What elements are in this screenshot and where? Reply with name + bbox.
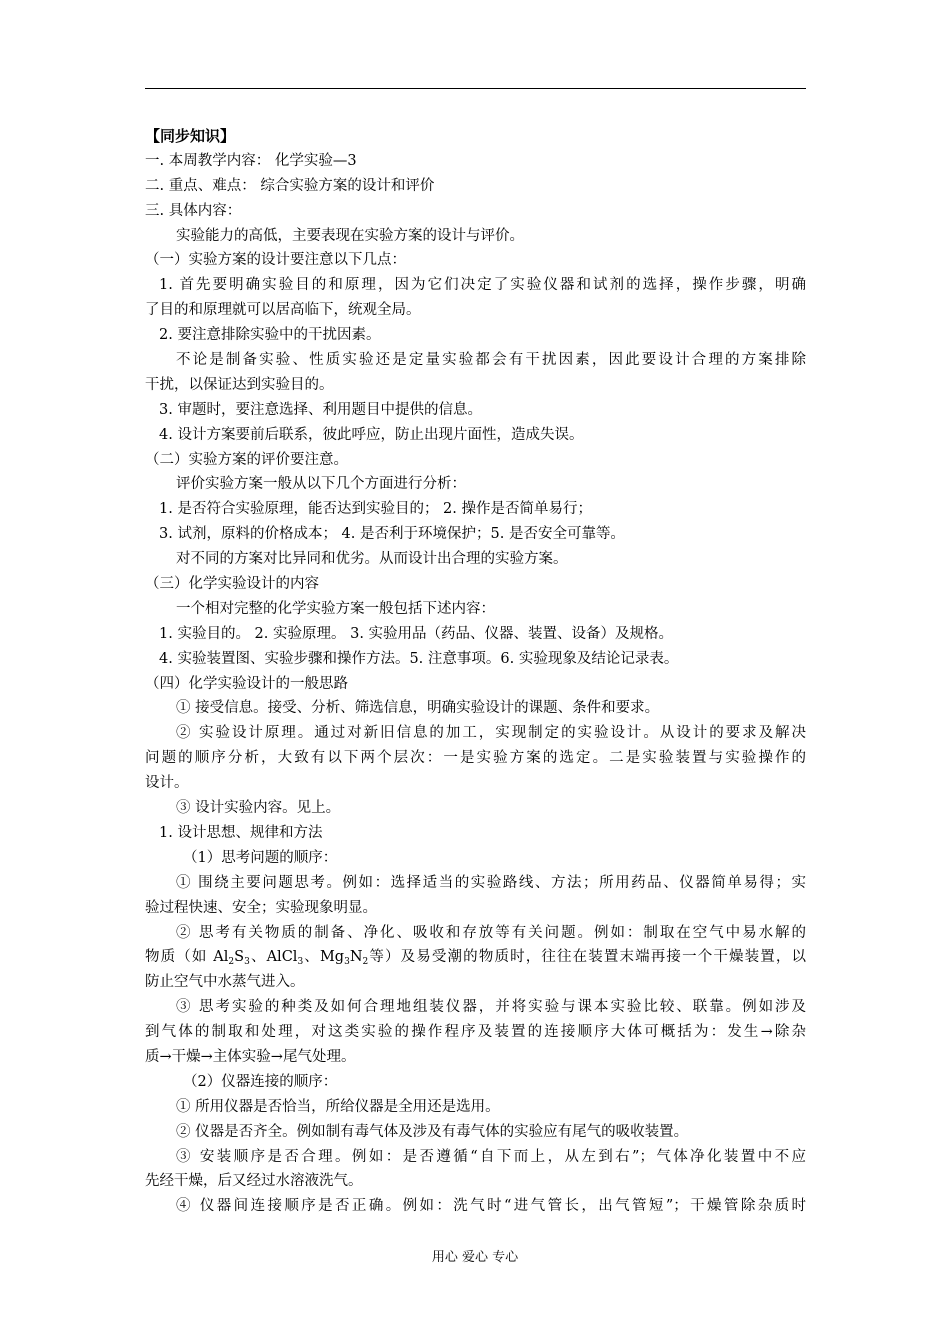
- text-line: 实验能力的高低，主要表现在实验方案的设计与评价。: [176, 227, 524, 244]
- text-line: 物质（如 $Al_2S_3$、AlCl$_3$、$Mg_3N_2$等）及易受潮的物质时，往往在装置末端再接一个干燥装置，以: [145, 949, 807, 968]
- text-line: ② 仪器是否齐全。例如制有毒气体及涉及有毒气体的实验应有尾气的吸收装置。: [176, 1123, 689, 1140]
- text-line: 3. 试剂，原料的价格成本； 4. 是否利于环境保护；5. 是否安全可靠等。: [159, 526, 625, 543]
- text-line: ② 思考有关物质的制备、净化、吸收和存放等有关问题。例如：制取在空气中易水解的: [176, 924, 806, 941]
- text-line: 设计。: [145, 775, 189, 792]
- document-body: [145, 124, 806, 1219]
- text-line: ④ 仪器间连接顺序是否正确。例如：洗气时“进气管长，出气管短”；干燥管除杂质时: [176, 1198, 806, 1215]
- text-line: ① 所用仪器是否恰当，所给仪器是全用还是选用。: [176, 1098, 500, 1115]
- text-line: 4. 实验装置图、实验步骤和操作方法。5. 注意事项。6. 实验现象及结论记录表。: [159, 650, 679, 667]
- text-line: 1. 实验目的。 2. 实验原理。 3. 实验用品（药品、仪器、装置、设备）及规格。: [159, 625, 674, 642]
- text-line: ① 围绕主要问题思考。例如：选择适当的实验路线、方法；所用药品、仪器简单易得；实: [176, 874, 806, 891]
- text-line: 二. 重点、难点： 综合实验方案的设计和评价: [145, 177, 435, 194]
- text-line: ② 实验设计原理。通过对新旧信息的加工，实现制定的实验设计。从设计的要求及解决: [176, 725, 806, 742]
- text-line: （1）思考问题的顺序：: [183, 849, 338, 866]
- text-line: 4. 设计方案要前后联系，彼此呼应，防止出现片面性，造成失误。: [159, 426, 584, 443]
- text-line: （三）化学实验设计的内容: [145, 576, 319, 593]
- text-line: 一. 本周教学内容： 化学实验—3: [145, 152, 357, 169]
- text-line: ① 接受信息。接受、分析、筛选信息，明确实验设计的课题、条件和要求。: [176, 700, 660, 717]
- subscript: 2: [362, 957, 369, 968]
- text-line: 干扰，以保证达到实验目的。: [145, 376, 334, 393]
- text-line: ③ 设计实验内容。见上。: [176, 800, 341, 817]
- text-line: （二）实验方案的评价要注意。: [145, 451, 348, 468]
- text-line: 一个相对完整的化学实验方案一般包括下述内容：: [176, 600, 495, 617]
- subscript: 3: [244, 957, 250, 968]
- text-line: 评价实验方案一般从以下几个方面进行分析：: [176, 476, 466, 493]
- text-line: 3. 审题时，要注意选择、利用题目中提供的信息。: [159, 401, 482, 418]
- text-line: 2. 要注意排除实验中的干扰因素。: [159, 327, 381, 344]
- text-line: （四）化学实验设计的一般思路: [145, 675, 348, 692]
- text-line: （2）仪器连接的顺序：: [183, 1073, 338, 1090]
- text-line: ③ 思考实验的种类及如何合理地组装仪器，并将实验与课本实验比较、联靠。例如涉及: [176, 999, 806, 1016]
- text-line: 1. 设计思想、规律和方法: [159, 824, 323, 841]
- text-line: ③ 安装顺序是否合理。例如：是否遵循“自下而上，从左到右”；气体净化装置中不应: [176, 1148, 806, 1165]
- text-line: 了目的和原理就可以居高临下，统观全局。: [145, 302, 421, 319]
- text-line: 质→干燥→主体实验→尾气处理。: [145, 1048, 356, 1065]
- header-rule: [145, 88, 806, 89]
- text-line: 问题的顺序分析，大致有以下两个层次：一是实验方案的选定。二是实验装置与实验操作的: [145, 750, 806, 767]
- text-line: 不论是制备实验、性质实验还是定量实验都会有干扰因素，因此要设计合理的方案排除: [176, 352, 806, 369]
- text-line: 防止空气中水蒸气进入。: [145, 974, 305, 991]
- text-line: 验过程快速、安全；实验现象明显。: [145, 899, 377, 916]
- section-heading: 【同步知识】: [145, 127, 236, 145]
- text-line: 1. 是否符合实验原理，能否达到实验目的； 2. 操作是否简单易行；: [159, 501, 592, 518]
- text-line: 三. 具体内容：: [145, 202, 242, 219]
- text-line: 1. 首先要明确实验目的和原理，因为它们决定了实验仪器和试剂的选择，操作步骤，明确: [159, 277, 806, 294]
- text-line: 先经干燥，后又经过水溶液洗气。: [145, 1173, 363, 1190]
- text-line: 到气体的制取和处理，对这类实验的操作程序及装置的连接顺序大体可概括为：发生→除杂: [145, 1024, 806, 1041]
- subscript: 3: [297, 957, 304, 968]
- text-line: （一）实验方案的设计要注意以下几点：: [145, 252, 406, 269]
- subscript: 2: [228, 957, 235, 968]
- text-line: 对不同的方案对比异同和优劣。从而设计出合理的实验方案。: [176, 551, 568, 568]
- subscript: 3: [344, 957, 350, 968]
- page-footer: 用心 爱心 专心: [431, 1250, 519, 1265]
